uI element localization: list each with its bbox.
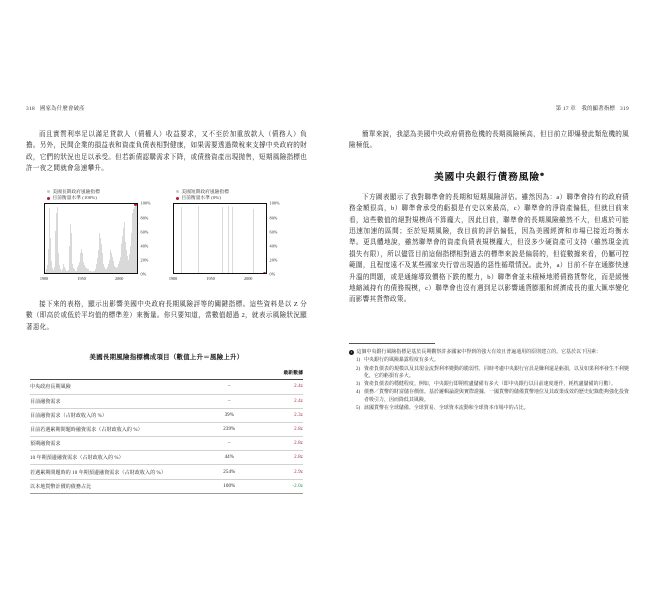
bar [181, 207, 182, 273]
page-right [327, 0, 655, 609]
table-cell-share: – [227, 441, 231, 447]
folio-right: 319 [620, 106, 629, 112]
table-cell-label: 以本地貨幣計價的債務占比 [30, 484, 92, 490]
chart-short-term-yaxis [267, 200, 287, 277]
header-latest: 最新數據 [254, 366, 303, 380]
table-cell-share: 44% [224, 455, 235, 461]
x-axis-tick: 2000 [244, 275, 253, 281]
x-axis-tick: 1950 [77, 275, 86, 281]
legend-label: 美國長期政府風險指標 [52, 188, 100, 194]
risk-table-body [30, 380, 303, 494]
footnote-item-number: 2) [356, 366, 361, 372]
book-title: 國家為什麼會破產 [40, 106, 85, 112]
bar [198, 206, 199, 274]
header-mid [205, 366, 254, 380]
chart-short-term [168, 188, 289, 286]
left-paragraph-2: 接下來的表格，顯示出影響美國中央政府長期風險評等的關鍵指標。這些資料是以 Z 分數（即高於或低於平均值的標準差）來衡量。你只要知道，當數值超過 2，就表示風險狀況顯著惡化。 [26, 300, 307, 331]
footnote-item [356, 357, 629, 365]
bar [253, 209, 254, 274]
y-axis-tick: 80% [269, 215, 278, 221]
table-cell-latest: 2.8z [294, 427, 303, 432]
table-cell-latest: 2.4z [294, 384, 303, 390]
chapter-title: 第 17 章 我的顯著指標 [555, 106, 615, 112]
table-cell-latest: 2.3z [294, 412, 303, 418]
risk-table-header-row [30, 366, 303, 380]
footnote-item [356, 381, 629, 389]
bar [222, 207, 223, 274]
y-axis-tick: 20% [140, 257, 149, 263]
risk-table [30, 366, 303, 494]
table-cell-label: 10 年期預邊融資需求（占財政收入的 %） [30, 456, 124, 462]
table-cell-share: 239% [223, 427, 236, 432]
bars-container [174, 204, 266, 273]
table-cell-share: – [227, 398, 231, 404]
y-axis-tick: 0% [269, 271, 276, 277]
legend-label: 目前衡量水準 (100%) [52, 195, 97, 201]
chart-long-term-yaxis [138, 200, 158, 277]
table-cell-share: – [227, 384, 231, 390]
y-axis-tick: 60% [140, 229, 149, 235]
page-left [0, 0, 327, 609]
legend-swatch-gray-icon [47, 190, 50, 193]
chart-long-term-legend [47, 189, 160, 202]
footnote-lead [349, 349, 629, 357]
footnote-item [356, 405, 629, 413]
footnote-item-text: 資產負債表的穩健程度。例如，中央銀行即期枕盧儲備有多大（即中央銀行以目前速度運作，耗枕盧儲備的月數）。 [364, 382, 617, 388]
footnote-item-text: 債務／貨幣的財富儲存價值。基於邏輯論證與實際證據，一國貨幣的儲備貨幣地位及其政策成效的歷史紀錄能夠強化投資者吸引力，因而降低其風險。 [364, 390, 629, 403]
table-row [30, 465, 303, 479]
table-cell-label: 目前融資需求（占財政收入的 %） [30, 413, 108, 419]
table-cell-latest: 2.8z [294, 441, 303, 447]
x-axis-tick: 1950 [206, 275, 215, 281]
right-paragraph-2: 下方圖表顯示了我對聯準會的長期和短期風險評估。雖然因為：a）聯準會持有的政府債務金額很高，b）聯準會承受的虧損是有史以來最高，c）聯準會的淨資產偏低，但就目前來看，這些數值的絕對規模尚不算龐大，因此目前，聯準會的長期風險雖然不大，但處於可能迅速加速的區間；至於短期風險，我目前的評估偏低，因為美國經濟和市場已接近均衡水準。更具體地說，雖然聯準會的資產負債表規模龐大，但沒多少硬資產可支持（雖然現金流損失有限），所以儘管目前這個指標相對過去的標準來說是偏弱的，但從數據來看，仍屬可控範圍，且程度遠不及某些國家央行曾出現過的惡性循環情況。此外，a）目前不存在通膨快速升溫的問題，或是通縮導致價格下跌的壓力，b）聯準會並未積極地將債務貨幣化，而是緩慢地縮減持有的債務規模，c）聯準會也沒有遇到足以影響通貨膨脹和經濟成長的重大匯率變化而影響其貨幣政策。 [349, 193, 629, 304]
footnote-divider [349, 343, 435, 344]
bars-container [45, 204, 137, 273]
footnote-item-number: 5) [356, 406, 361, 412]
running-head-right [349, 104, 629, 114]
current-level-marker-icon [134, 203, 137, 206]
section-heading [349, 169, 629, 183]
legend-swatch-red-icon [176, 197, 179, 200]
right-paragraph-1: 簡單來說，我認為美國中央政府債務危機的長期風險極高，但目前立即爆發此類危機的風險極低。 [349, 131, 629, 150]
chart-long-term-plot-wrap [44, 200, 160, 277]
table-cell-share: 39% [224, 412, 235, 418]
risk-table-head [30, 366, 303, 380]
y-axis-tick: 80% [140, 215, 149, 221]
footnote-item-number: 4) [356, 390, 361, 396]
table-row [30, 479, 303, 493]
table-cell-label: 目前若遇累期問題時融資需求（占財政收入的 %） [30, 428, 143, 433]
footnote-item-text: 該國貨幣在全球儲備、全球貿易、全球資本流動和全球資本市場中的占比。 [364, 406, 529, 412]
footnote-item-number: 1) [356, 358, 361, 364]
table-cell-latest: 2.8z [294, 455, 303, 461]
header-label [30, 366, 205, 380]
footnote-block [349, 349, 629, 413]
table-cell-latest: 2.9z [294, 469, 303, 475]
chart-short-term-legend [176, 189, 289, 202]
x-axis-tick: 1900 [39, 275, 49, 281]
x-axis-tick: 1900 [168, 275, 178, 281]
bar [228, 206, 229, 274]
y-axis-tick: 0% [140, 271, 147, 277]
y-axis-tick: 20% [269, 257, 278, 263]
table-row [30, 422, 303, 436]
legend-label: 目前衡量水準 (0%) [181, 195, 222, 201]
table-cell-share: 254% [223, 469, 236, 475]
table-row [30, 437, 303, 451]
left-paragraph-1: 而且實質利率足以滿足貸款人（債權人）收益要求，又不至於加重放款人（債務人）負擔。另外，民間企業的損益表和資產負債表相對健康，如果需要透過徵稅來支撐中央政府的財政，它們的狀況也足以承受。但若新債認購需求下降，或債務資產出現拋售，短期風險指標也許一夜之間就會急速攀升。 [26, 131, 307, 173]
table-cell-label: 預期融資需求 [30, 442, 61, 448]
y-axis-tick: 40% [140, 243, 149, 249]
running-head-left [26, 104, 307, 114]
table-row [30, 451, 303, 465]
footnote-item-number: 3) [356, 382, 361, 388]
table-row [30, 380, 303, 394]
risk-table-title: 美國長期風險指標構成項目（數值上升＝風險上升） [89, 354, 244, 362]
table-cell-share: 100% [223, 483, 236, 489]
legend-swatch-red-icon [47, 197, 50, 200]
table-cell-label: 若遇累期問題時的 10 年期預邊融資需求（占財政收入的 %） [30, 470, 166, 476]
chart-long-term [39, 188, 160, 286]
folio-left: 318 [26, 106, 35, 112]
bar [136, 204, 137, 273]
table-cell-latest: -2.0z [292, 483, 303, 489]
legend-label: 美國短期政府風險指標 [181, 188, 229, 194]
current-level-marker-icon [263, 272, 266, 275]
footnote-item-text: 資產負債表的規模以及其現金流對利率變動的脆弱性，同時考慮中央銀行官員是賺利還是虧損，以及如果利率發生不利變化，它的虧損有多大。 [364, 366, 629, 380]
footnote-item-text: 中央銀行的風險暴露程度有多大。 [364, 358, 439, 364]
risk-table-wrap [30, 352, 303, 494]
table-cell-label: 中央政府長期風險 [30, 385, 71, 391]
chart-short-term-xaxis [168, 275, 267, 286]
legend-swatch-gray-icon [176, 190, 179, 193]
x-axis-tick: 2000 [115, 275, 124, 281]
section-heading-text: 美國中央銀行債務風險 [434, 171, 540, 183]
chart-short-term-plot [173, 203, 267, 274]
footnote-list [356, 357, 629, 412]
chart-long-term-xaxis [39, 275, 138, 286]
footnote-marker-icon: 1 [350, 349, 353, 354]
footnote-lead-text: 這個中央銀行風險指標是基於長期觀察許多國家中得到的強大有效且普遍通用的原則建立的。它基於以下因素： [356, 349, 602, 355]
y-axis-tick: 100% [269, 200, 280, 206]
table-row [30, 408, 303, 422]
bar [232, 207, 233, 273]
footnote-item [356, 389, 629, 404]
table-cell-latest: 2.4z [294, 398, 303, 404]
table-cell-label: 目前融資需求 [30, 399, 61, 405]
chart-short-term-plot-wrap [173, 200, 289, 277]
table-row [30, 394, 303, 408]
section-heading-footnote-marker: ❶ [540, 171, 544, 177]
y-axis-tick: 100% [140, 200, 151, 206]
chart-long-term-plot [44, 203, 138, 274]
y-axis-tick: 40% [269, 243, 278, 249]
charts-row [26, 189, 307, 286]
y-axis-tick: 60% [269, 229, 278, 235]
footnote-item [356, 366, 629, 381]
